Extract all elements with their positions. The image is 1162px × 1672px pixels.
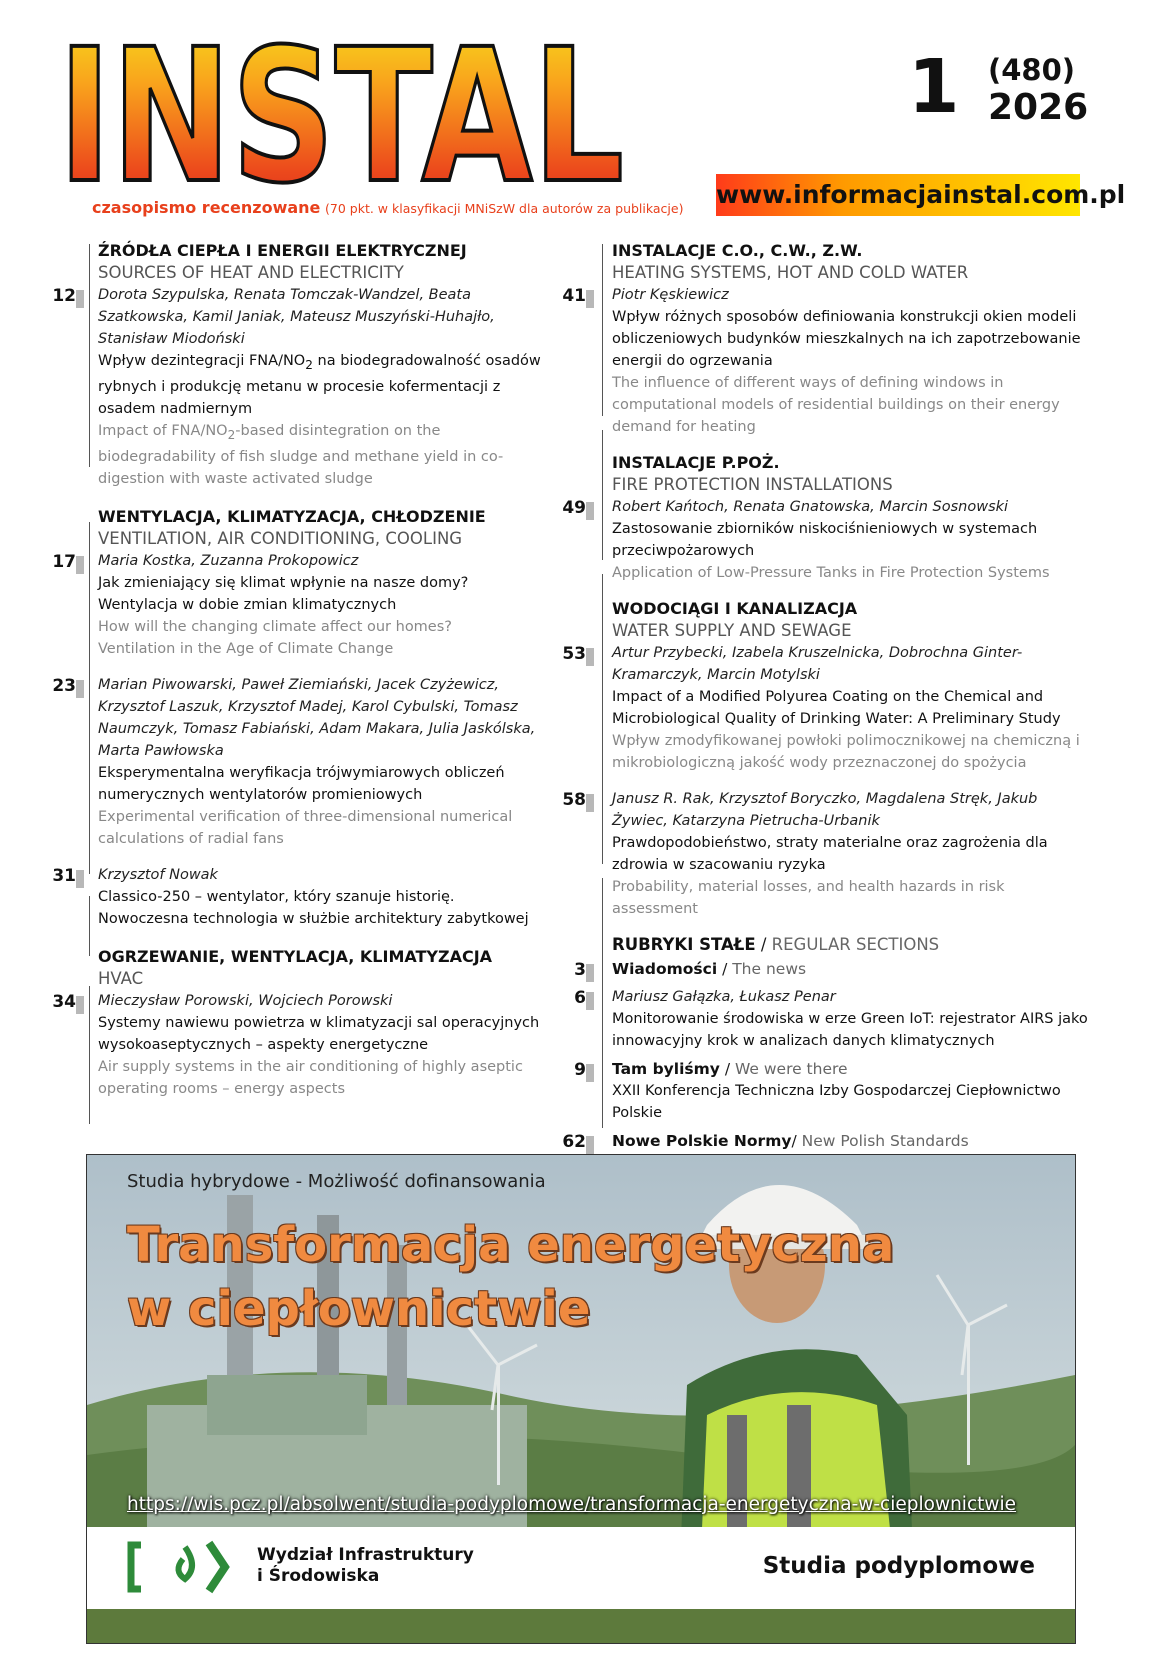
article-authors: Dorota Szypulska, Renata Tomczak-Wandzel, Beata Szatkowska, Kamil Janiak, Mateusz Muszyński-Huhajło, Stanisław Miodoński [98, 287, 495, 347]
right-column-rule [602, 430, 603, 560]
section-title-en: HEATING SYSTEMS, HOT AND COLD WATER [612, 263, 969, 282]
article-title-pl: Zastosowanie zbiorników niskociśnieniowych w systemach przeciwpożarowych [612, 521, 1038, 559]
left-column-rule [89, 522, 90, 874]
toc-article[interactable] [562, 642, 1090, 774]
section-title-en: SOURCES OF HEAT AND ELECTRICITY [98, 263, 404, 282]
section-title-pl: INSTALACJE P.POŻ. [612, 453, 780, 472]
article-title-pl: Classico-250 – wentylator, który szanuje historię. [98, 888, 455, 905]
article-authors: Maria Kostka, Zuzanna Prokopowicz [98, 552, 359, 569]
faculty-name: Wydział Infrastruktury i Środowiska [257, 1545, 474, 1586]
article-title-en: Air supply systems in the air conditioning of highly aseptic operating rooms – energy aspects [98, 1058, 523, 1097]
page-number: 31 [30, 866, 76, 886]
page-number: 49 [540, 498, 586, 518]
page-number: 62 [540, 1132, 586, 1152]
page-number: 23 [30, 676, 76, 696]
issue-number [908, 44, 1089, 136]
article-title-pl: Wpływ dezintegracji FNA/$NO_2$ na biodegradowalność osadów rybnych i produkcję metanu w procesie kofermentacji z osadem nadmiernym [98, 353, 541, 417]
article-authors: Krzysztof Nowak [98, 866, 218, 883]
ad-bottom-strip [87, 1609, 1075, 1643]
page-number: 58 [540, 790, 586, 810]
article-title-pl: Monitorowanie środowiska w erze Green IoT: rejestrator AIRS jako innowacyjny krok w analizach danych klimatycznych [612, 1011, 1088, 1049]
ad-subtitle: Studia hybrydowe - Możliwość dofinansowania [127, 1171, 546, 1192]
regular-item-news[interactable]: 3 Wiadomości / The news [612, 958, 1090, 980]
toc-right-column [562, 240, 1090, 1214]
article-authors: Janusz R. Rak, Krzysztof Boryczko, Magdalena Stręk, Jakub Żywiec, Katarzyna Pietrucha-Urbanik [612, 791, 1038, 829]
article-subtitle-en: Ventilation in the Age of Climate Change [98, 640, 394, 657]
article-subtitle-pl: Nowoczesna technologia w służbie architektury zabytkowej [98, 910, 529, 927]
toc-article[interactable] [52, 550, 548, 660]
article-title-en: Application of Low-Pressure Tanks in Fire Protection Systems [612, 565, 1050, 581]
article-title-pl: Eksperymentalna weryfikacja trójwymiarowych obliczeń numerycznych wentylatorów promieniowych [98, 764, 505, 803]
right-column-rule [602, 244, 603, 416]
ad-link[interactable]: https://wis.pcz.pl/absolwent/studia-podyplomowe/transformacja-energetyczna-w-cieplownictwie [127, 1494, 1017, 1515]
article-title-pl: Wpływ różnych sposobów definiowania konstrukcji okien modeli obliczeniowych budynków mieszkalnych na ich zapotrzebowanie energii do ogrzewania [612, 309, 1081, 369]
article-title-en: Wpływ zmodyfikowanej powłoki polimocznikowej na chemiczną i mikrobiologiczną jakość wody przeznaczonej do spożycia [612, 733, 1080, 771]
article-authors: Piotr Kęskiewicz [612, 287, 729, 303]
issue-year: 2026 [988, 87, 1089, 128]
left-column-rule [89, 896, 90, 956]
page-number: 6 [540, 988, 586, 1008]
page-number: 34 [30, 992, 76, 1012]
svg-text:INSTAL: INSTAL [58, 24, 624, 196]
section-title-pl: WODOCIĄGI I KANALIZACJA [612, 599, 858, 618]
regular-item-norms[interactable]: 62 Nowe Polskie Normy/ New Polish Standards [612, 1130, 1090, 1152]
toc-section [52, 240, 548, 490]
toc-article[interactable] [52, 674, 548, 850]
section-title-pl: ŹRÓDŁA CIEPŁA I ENERGII ELEKTRYCZNEJ [98, 241, 467, 260]
article-title-pl: Impact of a Modified Polyurea Coating on the Chemical and Microbiological Quality of Drinking Water: A Preliminary Study [612, 689, 1061, 727]
toc-article[interactable] [52, 864, 548, 930]
article-authors: Artur Przybecki, Izabela Kruszelnicka, Dobrochna Ginter-Kramarczyk, Marcin Motylski [612, 645, 1023, 683]
section-title-en: HVAC [98, 968, 144, 988]
regular-item-were-there[interactable]: 9 Tam byliśmy / We were there XXII Konferencja Techniczna Izby Gospodarczej Ciepłownictwo Polskie [612, 1058, 1090, 1124]
article-title-en: Impact of FNA/$NO_2$-based disintegration on the biodegradability of fish sludge and methane yield in co-digestion with waste activated sludge [98, 422, 504, 487]
issue-total: (480) [988, 53, 1076, 87]
article-authors: Mieczysław Porowski, Wojciech Porowski [98, 992, 393, 1009]
regular-sections-heading: RUBRYKI STAŁE / REGULAR SECTIONS [612, 935, 940, 954]
right-column-rule [602, 878, 603, 1128]
toc-section [52, 506, 548, 930]
article-authors: Marian Piwowarski, Paweł Ziemiański, Jacek Czyżewicz, Krzysztof Laszuk, Krzysztof Madej, Karol Cybulski, Tomasz Naumczyk, Tomasz Fabiański, Adam Makara, Julia Jaskólska, Marta Pawłowska [98, 676, 536, 759]
page-number: 12 [30, 286, 76, 306]
article-subtitle-pl: Wentylacja w dobie zmian klimatycznych [98, 596, 397, 613]
toc-section [562, 598, 1090, 920]
left-column-rule [89, 244, 90, 467]
toc-section [562, 240, 1090, 438]
page-number: 9 [540, 1060, 586, 1080]
right-column-rule [602, 574, 603, 864]
page-number: 53 [540, 644, 586, 664]
ad-footer-bar [87, 1527, 1075, 1609]
section-title-pl: INSTALACJE C.O., C.W., Z.W. [612, 241, 863, 260]
article-title-pl: Jak zmieniający się klimat wpłynie na nasze domy? [98, 574, 469, 591]
article-title-en: Probability, material losses, and health hazards in risk assessment [612, 879, 1005, 917]
section-title-en: WATER SUPPLY AND SEWAGE [612, 621, 852, 640]
section-title-en: FIRE PROTECTION INSTALLATIONS [612, 475, 893, 494]
article-title-pl: Systemy nawiewu powietrza w klimatyzacji sal operacyjnych wysokoaseptycznych – aspekty energetyczne [98, 1014, 540, 1053]
peer-review-label: czasopismo recenzowane [92, 198, 321, 217]
section-title-en: VENTILATION, AIR CONDITIONING, COOLING [98, 528, 463, 548]
article-title-en: Experimental verification of three-dimensional numerical calculations of radial fans [98, 808, 513, 847]
page-number: 17 [30, 552, 76, 572]
university-logo-icon [127, 1537, 247, 1597]
advertisement-banner[interactable] [86, 1154, 1076, 1644]
issue-num: 1 [908, 44, 960, 130]
article-authors: Robert Kańtoch, Renata Gnatowska, Marcin Sosnowski [612, 499, 1009, 515]
article-title-en: How will the changing climate affect our homes? [98, 618, 452, 635]
toc-article[interactable] [562, 284, 1090, 438]
website-link[interactable]: www.informacjainstal.com.pl [716, 174, 1080, 216]
section-title-pl: OGRZEWANIE, WENTYLACJA, KLIMATYZACJA [98, 946, 493, 966]
article-title-pl: Prawdopodobieństwo, straty materialne oraz zagrożenia dla zdrowia w szacowaniu ryzyka [612, 835, 1048, 873]
toc-section [52, 946, 548, 1100]
regular-item-article[interactable] [574, 986, 1090, 1052]
page-number: 41 [540, 286, 586, 306]
article-title-en: The influence of different ways of defining windows in computational models of residential buildings on their energy demand for heating [612, 375, 1060, 435]
article-authors: Mariusz Gałązka, Łukasz Penar [612, 989, 836, 1005]
toc-section [562, 452, 1090, 584]
page-number: 3 [540, 960, 586, 980]
instal-logo [54, 24, 634, 196]
toc-article[interactable] [562, 788, 1090, 920]
toc-left-column [52, 240, 548, 1116]
toc-article[interactable] [52, 990, 548, 1100]
event-title: XXII Konferencja Techniczna Izby Gospodarczej Ciepłownictwo Polskie [612, 1083, 1061, 1121]
peer-review-line [92, 198, 683, 219]
section-title-pl: WENTYLACJA, KLIMATYZACJA, CHŁODZENIE [98, 506, 486, 526]
ad-title: Transformacja energetyczna w ciepłownictwie [127, 1217, 895, 1337]
left-column-rule [89, 986, 90, 1124]
toc-article[interactable] [562, 496, 1090, 584]
postgraduate-label: Studia podyplomowe [762, 1553, 1035, 1579]
toc-article[interactable] [52, 284, 548, 490]
peer-review-note: (70 pkt. w klasyfikacji MNiSzW dla autorów za publikacje) [325, 201, 684, 216]
